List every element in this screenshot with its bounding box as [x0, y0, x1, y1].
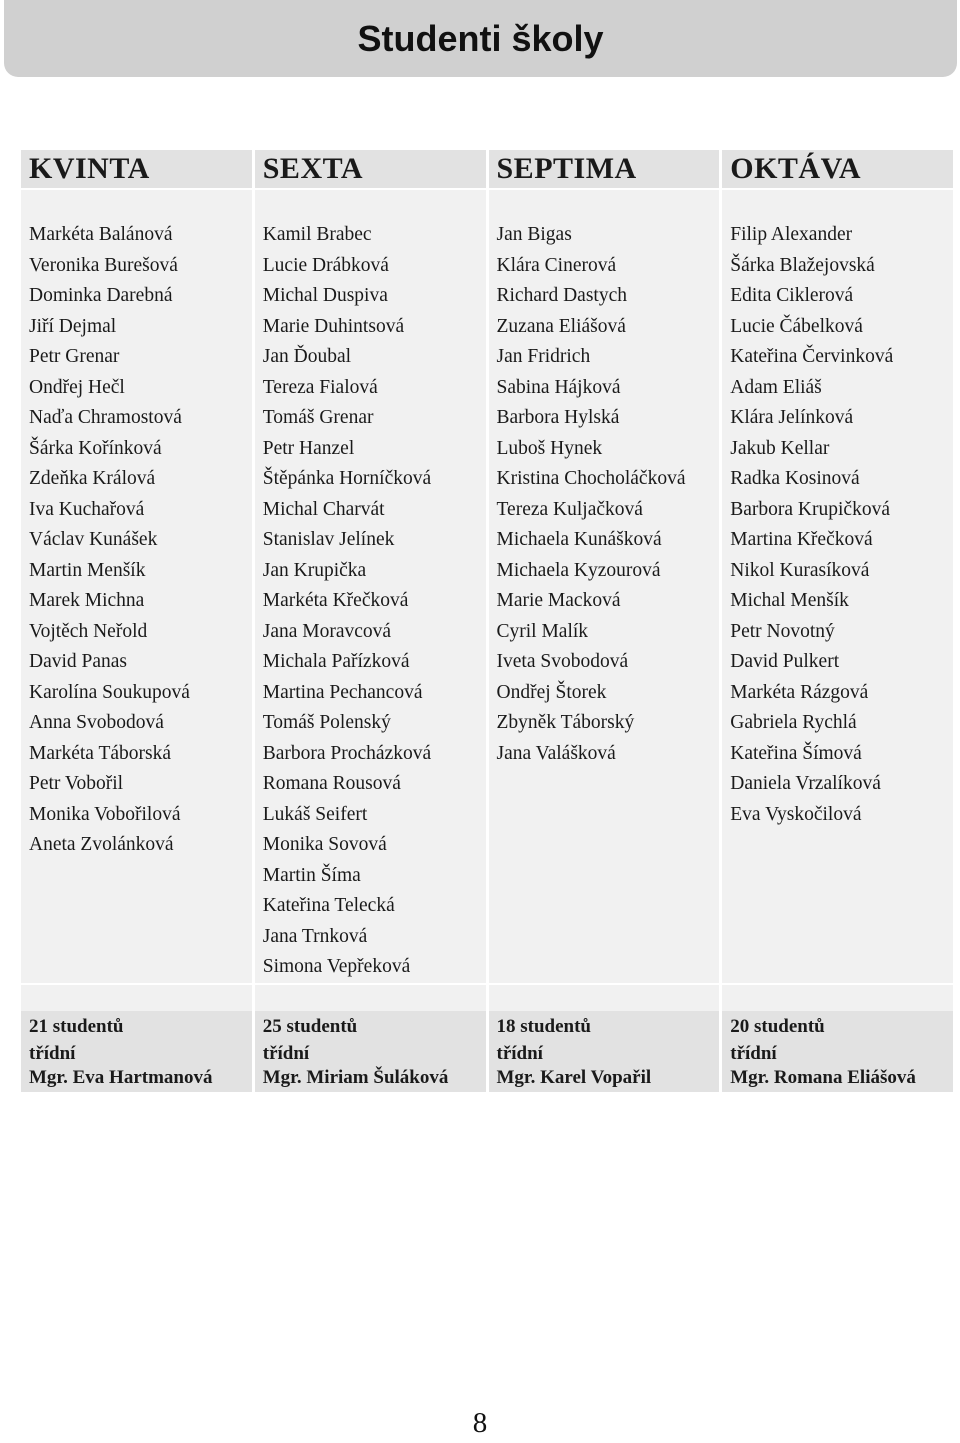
class-summary-septima	[489, 1011, 720, 1092]
student-name: Naďa Chramostová	[21, 403, 252, 434]
student-name: Klára Cinerová	[489, 251, 720, 282]
student-name: Marie Duhintsová	[255, 312, 486, 343]
student-name: Zbyněk Táborský	[489, 708, 720, 739]
student-name: Gabriela Rychlá	[722, 708, 953, 739]
class-teacher: Mgr. Romana Eliášová	[730, 1066, 916, 1088]
spacer-cell	[21, 983, 252, 1011]
spacer-row	[21, 188, 953, 220]
student-count: 25 studentů	[262, 1015, 358, 1037]
student-name: Barbora Hylská	[489, 403, 720, 434]
student-name: Lucie Drábková	[255, 251, 486, 282]
table-row	[21, 586, 953, 617]
student-name: Petr Novotný	[722, 617, 953, 648]
student-name: Šárka Blažejovská	[722, 251, 953, 282]
student-name: Luboš Hynek	[489, 434, 720, 465]
student-name: Kamil Brabec	[255, 220, 486, 251]
teacher-label: třídní	[262, 1042, 310, 1064]
student-name: Jakub Kellar	[722, 434, 953, 465]
class-summary-kvinta	[21, 1011, 252, 1092]
empty-cell	[722, 891, 953, 922]
class-header-oktava: OKTÁVA	[722, 150, 953, 188]
title-banner	[4, 0, 957, 77]
table-row	[21, 251, 953, 282]
student-name: Iveta Svobodová	[489, 647, 720, 678]
student-name: Jana Moravcová	[255, 617, 486, 648]
table-row	[21, 617, 953, 648]
class-teacher: Mgr. Karel Vopařil	[496, 1066, 652, 1088]
student-name: Šárka Kořínková	[21, 434, 252, 465]
empty-cell	[21, 861, 252, 892]
student-name: Dominka Darebná	[21, 281, 252, 312]
student-name: Kateřina Šímová	[722, 739, 953, 770]
table-row	[21, 861, 953, 892]
spacer-row	[21, 983, 953, 1011]
empty-cell	[722, 952, 953, 983]
student-name: Karolína Soukupová	[21, 678, 252, 709]
student-name: Filip Alexander	[722, 220, 953, 251]
empty-cell	[489, 922, 720, 953]
class-header-septima: SEPTIMA	[489, 150, 720, 188]
teacher-label: třídní	[29, 1042, 76, 1064]
student-name: Petr Grenar	[21, 342, 252, 373]
student-name: Romana Rousová	[255, 769, 486, 800]
student-name: Radka Kosinová	[722, 464, 953, 495]
table-row	[21, 525, 953, 556]
table-row	[21, 647, 953, 678]
student-name: Michal Menšík	[722, 586, 953, 617]
page-number: 8	[472, 1407, 488, 1439]
student-name: Markéta Křečková	[255, 586, 486, 617]
student-name: Zdeňka Králová	[21, 464, 252, 495]
student-name: Barbora Krupičková	[722, 495, 953, 526]
empty-cell	[489, 830, 720, 861]
student-name: Markéta Táborská	[21, 739, 252, 770]
student-name: Lukáš Seifert	[255, 800, 486, 831]
student-name: Anna Svobodová	[21, 708, 252, 739]
student-name: Štěpánka Horníčková	[255, 464, 486, 495]
student-name: Simona Vepřeková	[255, 952, 486, 983]
student-name: Kateřina Telecká	[255, 891, 486, 922]
student-name: David Pulkert	[722, 647, 953, 678]
table-row	[21, 769, 953, 800]
student-count: 20 studentů	[730, 1015, 825, 1037]
student-name: Ondřej Štorek	[489, 678, 720, 709]
student-name: Cyril Malík	[489, 617, 720, 648]
student-name: Jan Ďoubal	[255, 342, 486, 373]
table-row	[21, 922, 953, 953]
student-name: Michaela Kyzourová	[489, 556, 720, 587]
student-name: Daniela Vrzalíková	[722, 769, 953, 800]
student-name: Klára Jelínková	[722, 403, 953, 434]
student-name: Petr Vobořil	[21, 769, 252, 800]
student-name: David Panas	[21, 647, 252, 678]
table-row	[21, 373, 953, 404]
spacer-cell	[722, 188, 953, 220]
table-row	[21, 739, 953, 770]
table-row	[21, 464, 953, 495]
spacer-cell	[489, 983, 720, 1011]
student-name: Markéta Balánová	[21, 220, 252, 251]
student-name: Edita Ciklerová	[722, 281, 953, 312]
student-name: Václav Kunášek	[21, 525, 252, 556]
student-name: Markéta Rázgová	[722, 678, 953, 709]
table-row	[21, 434, 953, 465]
student-name: Ondřej Hečl	[21, 373, 252, 404]
student-rows	[21, 188, 953, 1011]
student-name: Kateřina Červinková	[722, 342, 953, 373]
student-name: Kristina Chocholáčková	[489, 464, 720, 495]
student-name: Martin Menšík	[21, 556, 252, 587]
table-row	[21, 678, 953, 709]
empty-cell	[489, 800, 720, 831]
student-name: Monika Sovová	[255, 830, 486, 861]
table-row	[21, 708, 953, 739]
class-header-kvinta: KVINTA	[21, 150, 252, 188]
student-name: Monika Vobořilová	[21, 800, 252, 831]
student-name: Tereza Fialová	[255, 373, 486, 404]
student-name: Aneta Zvolánková	[21, 830, 252, 861]
student-name: Barbora Procházková	[255, 739, 486, 770]
class-header-row	[21, 150, 953, 188]
student-name: Tomáš Grenar	[255, 403, 486, 434]
teacher-label: třídní	[730, 1042, 777, 1064]
spacer-cell	[489, 188, 720, 220]
table-row	[21, 800, 953, 831]
table-row	[21, 830, 953, 861]
table-row	[21, 495, 953, 526]
student-name: Petr Hanzel	[255, 434, 486, 465]
empty-cell	[21, 922, 252, 953]
student-name: Marie Macková	[489, 586, 720, 617]
student-name: Vojtěch Neřold	[21, 617, 252, 648]
table-row	[21, 281, 953, 312]
table-row	[21, 312, 953, 343]
student-name: Jan Krupička	[255, 556, 486, 587]
class-summary-oktava	[722, 1011, 953, 1092]
student-name: Zuzana Eliášová	[489, 312, 720, 343]
student-name: Jana Valášková	[489, 739, 720, 770]
student-name: Martin Šíma	[255, 861, 486, 892]
spacer-cell	[722, 983, 953, 1011]
class-teacher: Mgr. Eva Hartmanová	[29, 1066, 213, 1088]
student-name: Martina Křečková	[722, 525, 953, 556]
student-name: Michaela Kunášková	[489, 525, 720, 556]
teacher-label: třídní	[496, 1042, 543, 1064]
student-count: 18 studentů	[496, 1015, 591, 1037]
empty-cell	[21, 952, 252, 983]
student-name: Nikol Kurasíková	[722, 556, 953, 587]
empty-cell	[21, 891, 252, 922]
student-name: Sabina Hájková	[489, 373, 720, 404]
student-name: Jan Fridrich	[489, 342, 720, 373]
class-summary-sexta	[255, 1011, 486, 1092]
student-name: Tereza Kuljačková	[489, 495, 720, 526]
table-row	[21, 342, 953, 373]
spacer-cell	[255, 983, 486, 1011]
page-title: Studenti školy	[357, 17, 604, 59]
student-roster-table	[18, 150, 956, 1092]
student-name: Stanislav Jelínek	[255, 525, 486, 556]
student-name: Jan Bigas	[489, 220, 720, 251]
table-row	[21, 220, 953, 251]
table-row	[21, 952, 953, 983]
empty-cell	[722, 861, 953, 892]
student-name: Lucie Čábelková	[722, 312, 953, 343]
student-name: Jana Trnková	[255, 922, 486, 953]
spacer-cell	[255, 188, 486, 220]
student-name: Marek Michna	[21, 586, 252, 617]
class-header-sexta: SEXTA	[255, 150, 486, 188]
student-name: Tomáš Polenský	[255, 708, 486, 739]
student-count: 21 studentů	[29, 1015, 124, 1037]
student-name: Michal Charvát	[255, 495, 486, 526]
class-teacher: Mgr. Miriam Šuláková	[262, 1066, 449, 1088]
student-name: Michala Pařízková	[255, 647, 486, 678]
table-row	[21, 403, 953, 434]
spacer-cell	[21, 188, 252, 220]
student-name: Veronika Burešová	[21, 251, 252, 282]
student-name: Michal Duspiva	[255, 281, 486, 312]
student-name: Eva Vyskočilová	[722, 800, 953, 831]
class-summary-row	[21, 1011, 953, 1092]
empty-cell	[489, 769, 720, 800]
student-name: Iva Kuchařová	[21, 495, 252, 526]
student-name: Jiří Dejmal	[21, 312, 252, 343]
student-name: Martina Pechancová	[255, 678, 486, 709]
empty-cell	[722, 830, 953, 861]
table-row	[21, 891, 953, 922]
empty-cell	[722, 922, 953, 953]
student-name: Richard Dastych	[489, 281, 720, 312]
empty-cell	[489, 891, 720, 922]
empty-cell	[489, 861, 720, 892]
empty-cell	[489, 952, 720, 983]
table-row	[21, 556, 953, 587]
student-name: Adam Eliáš	[722, 373, 953, 404]
